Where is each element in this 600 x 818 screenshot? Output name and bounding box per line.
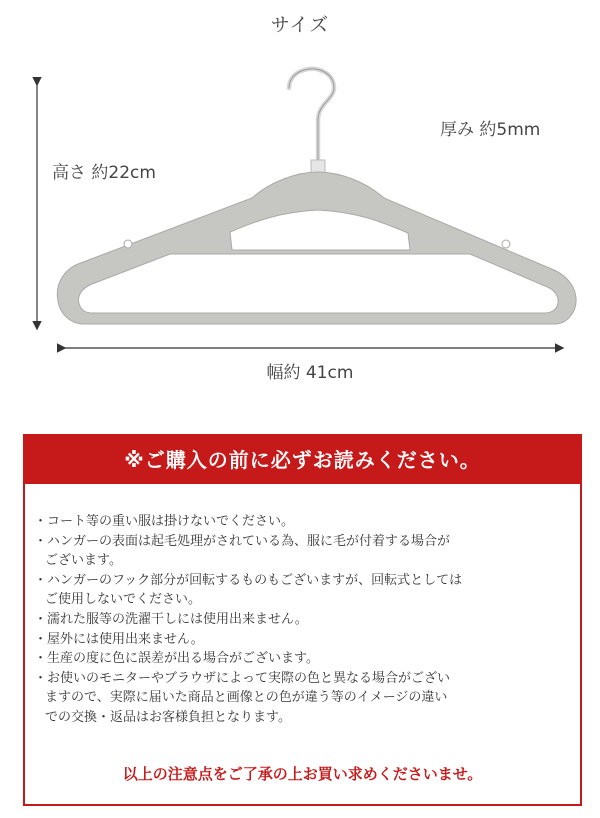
- list-item: ・お使いのモニターやブラウザによって実際の色と異なる場合がござい ますので、実際に届いた商品と画像との色が違う等のイメージの違い での交換・返品はお客様負担となります。: [34, 670, 451, 725]
- hanger-body: [57, 172, 576, 324]
- notice-list: [25, 484, 580, 728]
- dimension-diagram: [0, 0, 600, 400]
- list-item: ・濡れた服等の洗濯干しには使用出来ません。: [34, 611, 308, 627]
- list-item: ・生産の度に色に誤差が出る場合がございます。: [34, 651, 319, 667]
- hanger-hook: [289, 69, 334, 165]
- thickness-label: 厚み 約5mm: [440, 120, 541, 140]
- list-item: ・コート等の重い服は掛けないでください。: [34, 514, 295, 529]
- height-label: 高さ 約22cm: [52, 163, 156, 183]
- size-title: サイズ: [270, 14, 330, 36]
- list-item: ・ハンガーのフック部分が回転するものもございますが、回転式としては ご使用しないでください。: [34, 572, 463, 608]
- notice-heading: ※ご購入の前に必ずお読みください。: [25, 436, 580, 484]
- list-item: ・ハンガーの表面は起毛処理がされている為、服に毛が付着する場合が ございます。: [34, 533, 451, 569]
- hanger-illustration: [0, 0, 600, 400]
- width-label: 幅約 41cm: [266, 363, 354, 383]
- notice-footer: 以上の注意点をご了承の上お買い求めくださいませ。: [122, 765, 483, 783]
- notice-box: [23, 434, 582, 806]
- list-item: ・屋外には使用出来ません。: [34, 631, 204, 647]
